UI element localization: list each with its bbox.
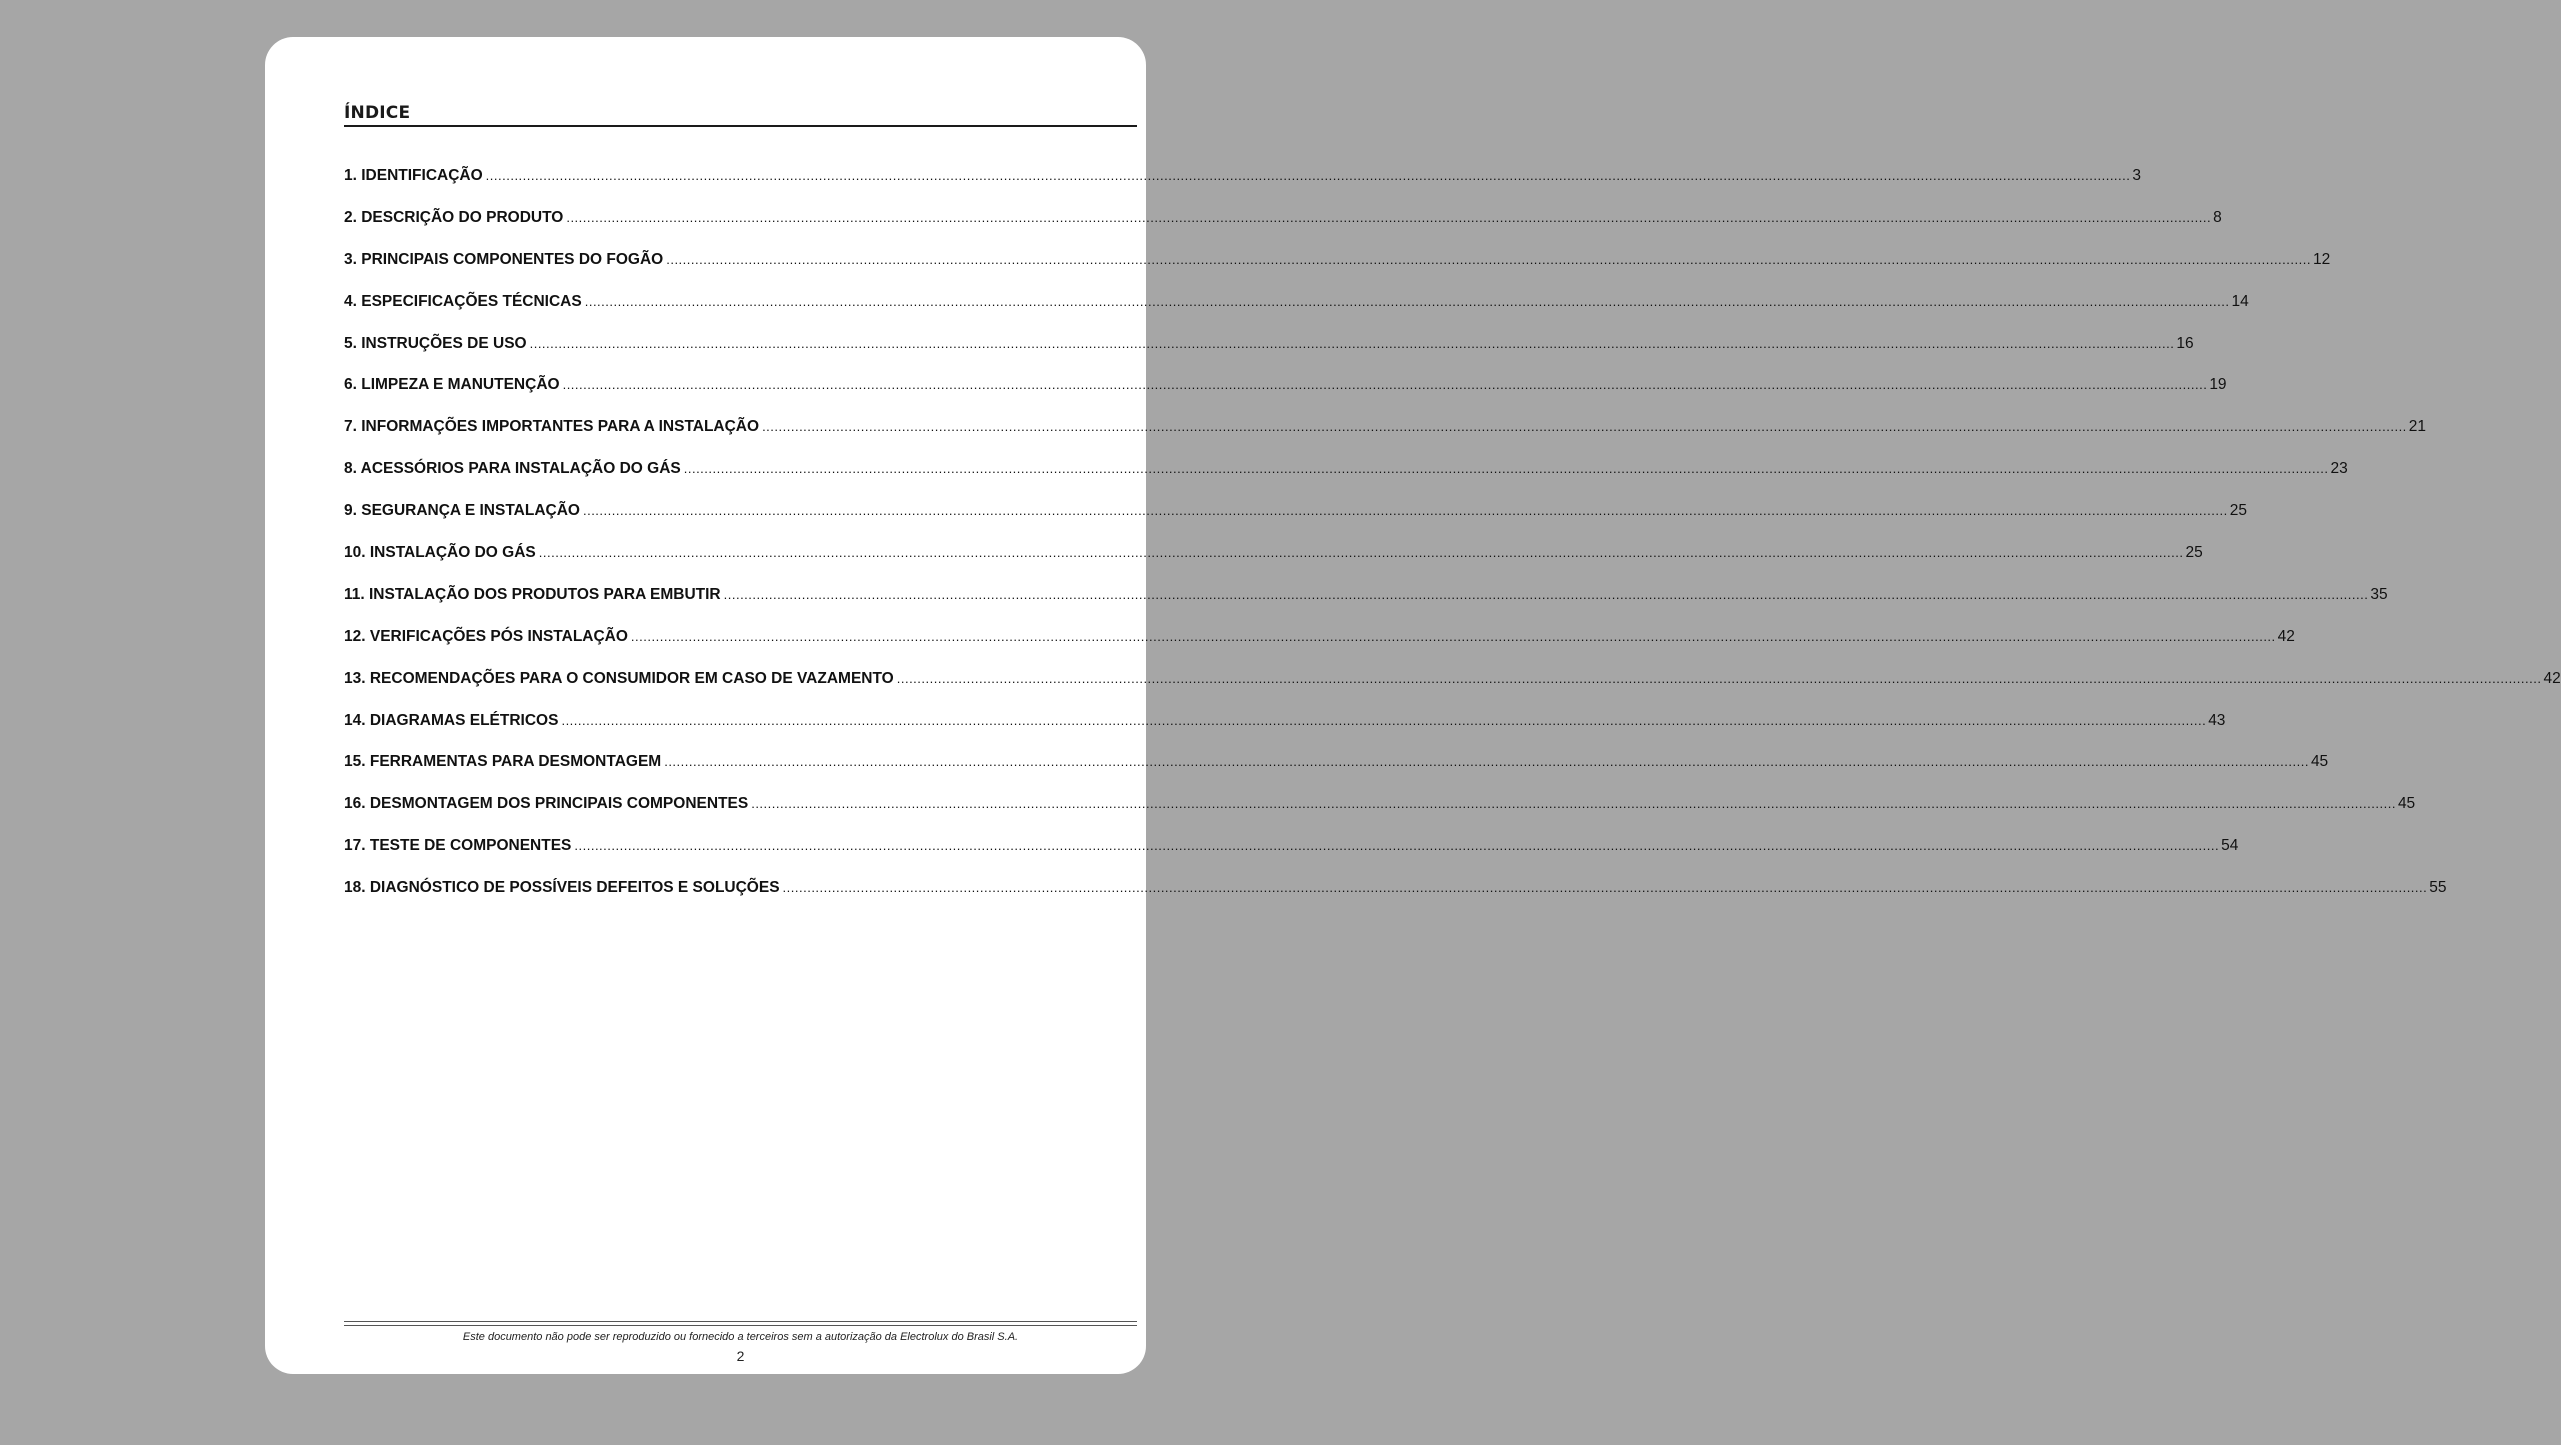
toc-entry-page: 54	[2221, 837, 2239, 855]
toc-entry-page: 55	[2429, 879, 2447, 897]
toc-entry-page: 8	[2213, 208, 2222, 226]
toc-entry-label: 5. INSTRUÇÕES DE USO	[344, 334, 527, 352]
toc-entry-page: 42	[2543, 669, 2561, 687]
toc-entry-label: 16. DESMONTAGEM DOS PRINCIPAIS COMPONENTES	[344, 795, 749, 813]
toc-entry-label: 11. INSTALAÇÃO DOS PRODUTOS PARA EMBUTIR	[344, 585, 721, 603]
toc-entry-page: 35	[2370, 585, 2388, 603]
toc-dot-leader: ................................................................................................................................................................................................................................................................................................................................................................................................................	[562, 377, 2208, 393]
toc-entry[interactable]	[344, 208, 2222, 251]
toc-entry[interactable]	[344, 711, 2226, 754]
toc-entry-label: 4. ESPECIFICAÇÕES TÉCNICAS	[344, 292, 582, 310]
toc-entry[interactable]	[344, 334, 2194, 377]
page-number: 2	[736, 1348, 745, 1364]
toc-entry-page: 3	[2132, 167, 2142, 184]
toc-entry-label: 7. INFORMAÇÕES IMPORTANTES PARA A INSTALAÇÃO	[344, 418, 760, 436]
toc-dot-leader: ................................................................................................................................................................................................................................................................................................................................................................................................................	[538, 545, 2184, 561]
footer-rule-top	[344, 1321, 1137, 1322]
toc-entry-label: 10. INSTALAÇÃO DO GÁS	[344, 544, 536, 562]
toc-entry-page: 23	[2330, 460, 2348, 478]
toc-entry-label: 8. ACESSÓRIOS PARA INSTALAÇÃO DO GÁS	[344, 460, 681, 478]
toc-entry-page: 12	[2312, 250, 2331, 268]
toc-entry[interactable]	[344, 753, 2329, 795]
toc-entry[interactable]	[344, 376, 2227, 418]
toc-entry-page: 25	[2229, 502, 2247, 520]
title-underline	[344, 125, 1137, 127]
toc-entry[interactable]	[344, 292, 2249, 335]
toc-dot-leader: ................................................................................................................................................................................................................................................................................................................................................................................................................	[896, 670, 2542, 686]
toc-entry-page: 43	[2208, 711, 2226, 729]
toc-entry[interactable]	[344, 669, 2561, 712]
toc-entry-page: 14	[2231, 292, 2249, 310]
toc-entry-label: 1. IDENTIFICAÇÃO	[344, 167, 483, 184]
toc-entry[interactable]	[344, 837, 2239, 879]
toc-entry-label: 3. PRINCIPAIS COMPONENTES DO FOGÃO	[344, 250, 664, 268]
toc-entry[interactable]	[344, 167, 2142, 209]
toc-entry-page: 19	[2209, 376, 2227, 394]
toc-dot-leader: ................................................................................................................................................................................................................................................................................................................................................................................................................	[723, 586, 2369, 602]
toc-entry[interactable]	[344, 418, 2427, 460]
toc-dot-leader: ................................................................................................................................................................................................................................................................................................................................................................................................................	[782, 880, 2428, 896]
toc-dot-leader: ................................................................................................................................................................................................................................................................................................................................................................................................................	[574, 838, 2220, 854]
toc-entry-page: 45	[2310, 753, 2329, 771]
toc-entry-label: 9. SEGURANÇA E INSTALAÇÃO	[344, 502, 580, 520]
toc-entry[interactable]	[344, 627, 2295, 670]
footer-disclaimer: Este documento não pode ser reproduzido ou fornecido a terceiros sem a autorização da Electrolux do Brasil S.A.	[462, 1331, 1019, 1343]
table-of-contents	[344, 167, 2561, 921]
toc-dot-leader: ................................................................................................................................................................................................................................................................................................................................................................................................................	[762, 419, 2407, 435]
footer-rule-bottom	[344, 1325, 1137, 1326]
toc-entry-label: 17. TESTE DE COMPONENTES	[344, 837, 572, 855]
toc-dot-leader: ................................................................................................................................................................................................................................................................................................................................................................................................................	[529, 335, 2175, 351]
toc-entry[interactable]	[344, 879, 2447, 921]
toc-dot-leader: ................................................................................................................................................................................................................................................................................................................................................................................................................	[751, 796, 2396, 812]
toc-entry[interactable]	[344, 502, 2247, 544]
toc-entry-page: 25	[2185, 544, 2203, 562]
toc-entry[interactable]	[344, 544, 2203, 586]
toc-dot-leader: ................................................................................................................................................................................................................................................................................................................................................................................................................	[584, 293, 2230, 309]
toc-dot-leader: ................................................................................................................................................................................................................................................................................................................................................................................................................	[582, 503, 2228, 519]
toc-entry[interactable]	[344, 250, 2331, 293]
toc-entry-label: 15. FERRAMENTAS PARA DESMONTAGEM	[344, 753, 662, 771]
page-title: ÍNDICE	[344, 103, 411, 123]
toc-dot-leader: ................................................................................................................................................................................................................................................................................................................................................................................................................	[630, 628, 2276, 644]
toc-entry-label: 6. LIMPEZA E MANUTENÇÃO	[344, 376, 560, 394]
toc-entry-label: 18. DIAGNÓSTICO DE POSSÍVEIS DEFEITOS E SOLUÇÕES	[344, 879, 780, 897]
toc-dot-leader: ................................................................................................................................................................................................................................................................................................................................................................................................................	[566, 209, 2212, 225]
toc-entry[interactable]	[344, 795, 2416, 837]
toc-entry-label: 13. RECOMENDAÇÕES PARA O CONSUMIDOR EM CASO DE VAZAMENTO	[344, 669, 894, 687]
toc-entry-label: 12. VERIFICAÇÕES PÓS INSTALAÇÃO	[344, 627, 628, 645]
toc-entry[interactable]	[344, 460, 2348, 502]
toc-entry-label: 14. DIAGRAMAS ELÉTRICOS	[344, 711, 559, 729]
document-page	[265, 37, 2561, 1374]
toc-entry-page: 16	[2176, 334, 2194, 352]
toc-entry-page: 21	[2408, 418, 2427, 436]
toc-entry-page: 42	[2277, 627, 2295, 645]
toc-dot-leader: ................................................................................................................................................................................................................................................................................................................................................................................................................	[683, 461, 2329, 477]
toc-dot-leader: ................................................................................................................................................................................................................................................................................................................................................................................................................	[561, 712, 2207, 728]
toc-entry[interactable]	[344, 585, 2388, 628]
toc-dot-leader: ................................................................................................................................................................................................................................................................................................................................................................................................................	[666, 251, 2311, 267]
toc-dot-leader: ................................................................................................................................................................................................................................................................................................................................................................................................................	[664, 754, 2309, 770]
toc-dot-leader: ................................................................................................................................................................................................................................................................................................................................................................................................................	[485, 168, 2131, 183]
toc-entry-page: 45	[2397, 795, 2416, 813]
toc-entry-label: 2. DESCRIÇÃO DO PRODUTO	[344, 208, 564, 226]
